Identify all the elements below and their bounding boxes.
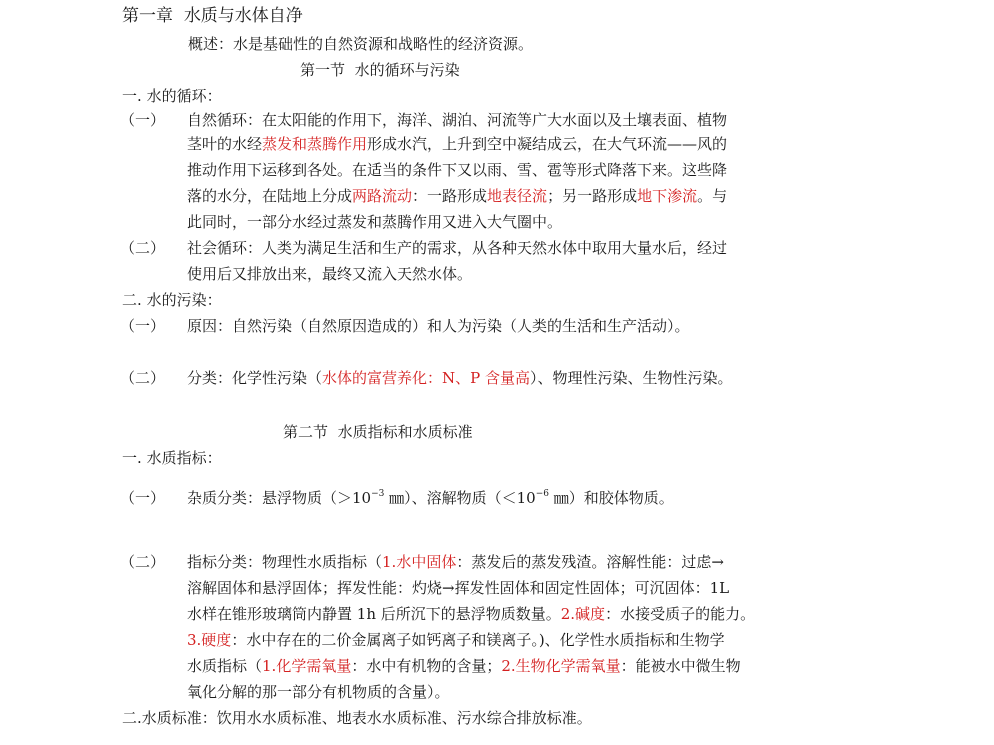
quality-standards [122, 708, 592, 728]
heading-quality-indicators-number: 一. [122, 449, 142, 467]
section-1-number: 第一节 [300, 61, 346, 79]
highlight-bod: 2.生物化学需氧量 [501, 657, 621, 675]
text: ：一路形成 [412, 187, 488, 205]
section-2-number: 第二节 [283, 423, 329, 441]
highlight-cod: 1.化学需氧量 [262, 657, 352, 675]
indicator-line-3 [187, 604, 755, 624]
highlight-surface-runoff: 地表径流 [487, 187, 548, 205]
heading-water-pollution-title: 水的污染： [146, 291, 222, 309]
text: ㎜）和胶体物质。 [549, 489, 674, 507]
text: ：能被水中微生物 [620, 657, 741, 675]
chapter-title: 水质与水体自净 [183, 6, 303, 26]
highlight-eutrophication: 水体的富营养化：N、P 含量高 [322, 369, 531, 387]
natural-cycle-line-3: 推动作用下运移到各处。在适当的条件下又以雨、雪、雹等形式降落下来。这些降 [187, 161, 728, 179]
highlight-solids: 1.水中固体 [382, 553, 457, 571]
item-impurity-number: （一） [120, 489, 166, 507]
item-indicator-number: （二） [120, 553, 166, 571]
item-social-cycle-number: （二） [120, 239, 166, 257]
heading-water-pollution [122, 290, 222, 310]
indicator-line-5 [187, 656, 741, 676]
heading-water-pollution-number: 二. [122, 291, 142, 309]
text: ：水中有机物的含量； [351, 657, 502, 675]
text: ：水中存在的二价金属离子如钙离子和镁离子。)、化学性水质指标和生物学 [231, 631, 725, 649]
indicator-line-1 [187, 552, 724, 572]
overview: 概述：水是基础性的自然资源和战略性的经济资源。 [188, 35, 534, 53]
text: 茎叶的水经 [187, 135, 263, 153]
impurity-classification [187, 488, 674, 511]
text: ㎜）、溶解物质（＜10 [384, 489, 536, 507]
indicator-line-4 [187, 630, 725, 650]
natural-cycle-line-4 [187, 186, 727, 206]
heading-water-cycle [122, 86, 222, 106]
text: 杂质分类：悬浮物质（＞10 [187, 489, 372, 507]
indicator-line-6: 氧化分解的那一部分有机物质的含量）。 [187, 683, 450, 701]
item-classification-number: （二） [120, 369, 166, 387]
text: 指标分类：物理性水质指标（ [187, 553, 383, 571]
section-1-heading [300, 60, 460, 80]
chapter-heading [122, 6, 303, 26]
text: 分类：化学性污染（ [187, 369, 323, 387]
text: 形成水汽，上升到空中凝结成云，在大气环流——风的 [367, 135, 728, 153]
heading-water-cycle-number: 一. [122, 87, 142, 105]
natural-cycle-line-1: 自然循环：在太阳能的作用下，海洋、湖泊、河流等广大水面以及土壤表面、植物 [187, 111, 728, 129]
text: ）、物理性污染、生物性污染。 [530, 369, 733, 387]
text: ；另一路形成 [547, 187, 638, 205]
text: 落的水分，在陆地上分成 [187, 187, 353, 205]
highlight-evaporation: 蒸发和蒸腾作用 [262, 135, 368, 153]
section-1-title: 水的循环与污染 [354, 61, 460, 79]
item-cause-number: （一） [120, 317, 166, 335]
text: ：蒸发后的蒸发残渣。溶解性能：过虑→ [456, 553, 724, 571]
pollution-cause: 原因：自然污染（自然原因造成的）和人为污染（人类的生活和生产活动）。 [187, 317, 690, 335]
exponent-1: −3 [371, 489, 385, 499]
natural-cycle-line-2 [187, 134, 727, 154]
item-natural-cycle-number: （一） [120, 111, 166, 129]
social-cycle-line-2: 使用后又排放出来，最终又流入天然水体。 [187, 265, 473, 283]
text: 水质指标（ [187, 657, 263, 675]
pollution-classification [187, 368, 733, 388]
heading-water-cycle-title: 水的循环： [146, 87, 222, 105]
highlight-alkalinity: 2.碱度 [560, 605, 606, 623]
highlight-groundwater: 地下渗流 [637, 187, 698, 205]
heading-quality-indicators-title: 水质指标： [146, 449, 222, 467]
text: ：水接受质子的能力。 [605, 605, 756, 623]
highlight-hardness: 3.硬度 [187, 631, 232, 649]
quality-standards-number: 二. [122, 709, 142, 727]
section-2-title: 水质指标和水质标准 [337, 423, 473, 441]
social-cycle-line-1: 社会循环：人类为满足生活和生产的需求，从各种天然水体中取用大量水后，经过 [187, 239, 728, 257]
text: 。与 [697, 187, 728, 205]
quality-standards-text: 水质标准：饮用水水质标准、地表水水质标准、污水综合排放标准。 [141, 709, 592, 727]
natural-cycle-line-5: 此同时，一部分水经过蒸发和蒸腾作用又进入大气圈中。 [187, 213, 563, 231]
exponent-2: −6 [535, 489, 550, 499]
highlight-two-flows: 两路流动 [352, 187, 413, 205]
heading-quality-indicators [122, 448, 222, 468]
section-2-heading [283, 422, 473, 442]
chapter-number: 第一章 [122, 6, 173, 26]
indicator-line-2: 溶解固体和悬浮固体；挥发性能：灼烧→挥发性固体和固定性固体；可沉固体：1L [187, 579, 730, 597]
text: 水样在锥形玻璃筒内静置 1h 后所沉下的悬浮物质数量。 [187, 605, 561, 623]
